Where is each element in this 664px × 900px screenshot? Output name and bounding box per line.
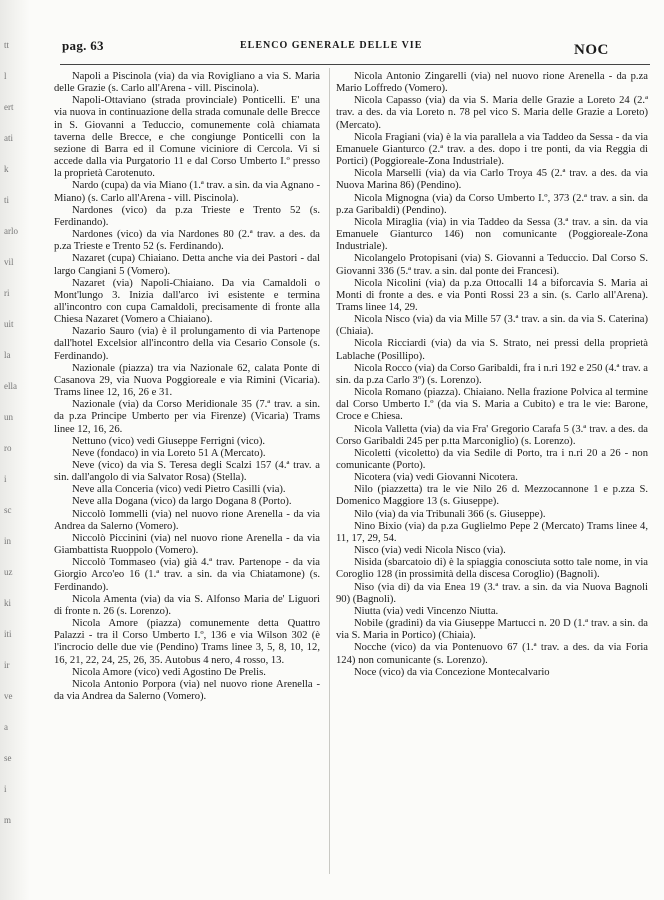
margin-fragment: ve <box>4 691 13 701</box>
street-entry: Nicola Romano (piazza). Chiaiano. Nella frazione Polvica al termine dal Corso Umberto I.º (da via S. Maria a Cubito) e tra le vie: Barone, Croce e Chiesa. <box>336 387 648 423</box>
street-entry: Nicoletti (vicoletto) da via Sedile di Porto, tra i n.ri 20 a 26 - non comunicante (Porto). <box>336 447 648 471</box>
street-entry: Nicola Rocco (via) da Corso Garibaldi, fra i n.ri 192 e 250 (4.ª trav. a sin. da p.za Carlo 3º) (s. Lorenzo). <box>336 362 648 386</box>
margin-fragment: ro <box>4 443 12 453</box>
street-entry: Nicolangelo Protopisani (via) S. Giovanni a Teduccio. Dal Corso S. Giovanni 336 (5.ª trav. a sin. dal ponte dei Francesi). <box>336 253 648 277</box>
street-entry: Nobile (gradini) da via Giuseppe Martucci n. 20 D (1.ª trav. a sin. da via S. Maria in Portico) (Chiaia). <box>336 618 648 642</box>
street-entry: Niccolò Tommaseo (via) già 4.ª trav. Partenope - da via Giorgio Arco'eo 16 (1.ª trav. a sin. da via Chiatamone) (s. Ferdinando). <box>54 557 320 593</box>
street-entry: Nicola Capasso (via) da via S. Maria delle Grazie a Loreto 24 (2.ª trav. a des. da via Loreto n. 78 pel vico S. Maria delle Grazie a Loreto) (Mercato). <box>336 95 648 131</box>
street-entry: Nicola Fragiani (via) è la via parallela a via Taddeo da Sessa - da via Emanuele Gianturco (2.ª trav. a des. dopo i tre ponti, da via Reggia di Portici) (Poggioreale-Zona Industriale). <box>336 131 648 168</box>
street-entry: Nicola Marselli (via) da via Carlo Troya 45 (2.ª trav. a des. da via Nuova Marina 86) (Pendino). <box>336 168 648 192</box>
street-entry: Nazionale (via) da Corso Meridionale 35 (7.ª trav. a sin. da p.za Principe Umberto per via Firenze) (Vicaria) Trams linee 12, 16, 26. <box>54 399 320 435</box>
page-title: ELENCO GENERALE DELLE VIE <box>240 40 423 51</box>
street-entry: Nilo (via) da via Tribunali 366 (s. Giuseppe). <box>354 508 546 520</box>
street-entry: Nicola Miraglia (via) in via Taddeo da Sessa (3.ª trav. a sin. da via Emanuele Gianturco 146) non comunicante (Poggioreale-Zona Industriale). <box>336 216 648 253</box>
street-entry: Nilo (piazzetta) tra le vie Nilo 26 d. Mezzocannone 1 e p.zza S. Domenico Maggiore 13 (s. Giuseppe). <box>336 484 648 508</box>
margin-fragment: arlo <box>4 226 18 236</box>
page-header <box>40 38 652 64</box>
margin-fragment: ki <box>4 598 12 608</box>
street-entry: Neve alla Dogana (vico) da largo Dogana 8 (Porto). <box>72 496 292 508</box>
margin-fragment: ert <box>4 102 14 112</box>
street-entry: Nazaret (via) Napoli-Chiaiano. Da via Camaldoli o Mont'lungo 3. Inizia dall'arco ivi esistente e termina all'incontro con cupa Camaldoli, precisamente di fronte alla Chiesa Nazaret (Vomero a Chiaiano). <box>54 277 320 326</box>
street-entry: Neve (fondaco) in via Loreto 51 A (Mercato). <box>72 447 266 459</box>
street-entry: Nisida (sbarcatoio di) è la spiaggia conosciuta sotto tale nome, in via Coroglio 128 (in prossimità della discesa Coroglio) (Bagnoli). <box>336 557 648 581</box>
margin-fragment: sc <box>4 505 12 515</box>
margin-fragment: m <box>4 815 12 825</box>
margin-fragment: ati <box>4 133 13 143</box>
street-entry: Nisco (via) vedi Nicola Nisco (via). <box>354 545 506 557</box>
margin-fragment: k <box>4 164 9 174</box>
street-entry: Nino Bixio (via) da p.za Guglielmo Pepe 2 (Mercato) Trams linee 4, 11, 17, 29, 54. <box>336 520 648 544</box>
margin-fragment: uit <box>4 319 14 329</box>
street-entry: Nicola Nicolini (via) da p.za Ottocalli 14 a biforcavia S. Maria ai Monti di fronte a des. e via Ponti Rossi 23 a sin. (s. Carlo all'Arena). Trams linee 14, 29. <box>336 277 648 313</box>
margin-fragment: un <box>4 412 13 422</box>
street-entry: Nardones (vico) da via Nardones 80 (2.ª trav. a des. da p.za Trieste e Trento 52 (s. Ferdinando). <box>54 229 320 253</box>
street-entry: Niccolò Iommelli (via) nel nuovo rione Arenella - da via Andrea da Salerno (Vomero). <box>54 508 320 532</box>
page-number: pag. 63 <box>62 38 104 53</box>
street-entry: Nardones (vico) da p.za Trieste e Trento 52 (s. Ferdinando). <box>54 204 320 228</box>
column-divider <box>329 68 330 874</box>
margin-fragment: ti <box>4 195 10 205</box>
street-entry: Nicola Valletta (via) da via Fra' Gregorio Carafa 5 (3.ª trav. a des. da Corso Garibaldi 245 per p.tta Marconiglio) (s. Lorenzo). <box>336 423 648 447</box>
street-entry: Nicola Mignogna (via) da Corso Umberto I.º, 373 (2.ª trav. a sin. da p.za Garibaldi) (Pendino). <box>336 192 648 216</box>
margin-fragment: l <box>4 71 7 81</box>
street-entry: Nicola Amore (piazza) comunemente detta Quattro Palazzi - tra il Corso Umberto I.º, 136 e via Wilson 302 (è l'incrocio delle due vie (Pendino) Trams linee 3, 5, 8, 10, 12, 16, 21, 22, 24, 25, 26, 35. Autobus 4 nero, 4 rosso, 13. <box>54 618 320 666</box>
street-entry: Nicola Amenta (via) da via S. Alfonso Maria de' Liguori di fronte n. 26 (s. Lorenzo). <box>54 593 320 617</box>
street-entry: Neve alla Conceria (vico) vedi Pietro Casilli (via). <box>72 484 286 496</box>
street-entry: Niutta (via) vedi Vincenzo Niutta. <box>354 605 499 617</box>
section-label: NOC <box>574 42 609 58</box>
margin-fragment: iti <box>4 629 12 639</box>
street-entry: Nocche (vico) da via Pontenuovo 67 (1.ª trav. a des. da via Foria 124) non comunicante (s. Lorenzo). <box>336 642 648 666</box>
street-entry: Nicola Ricciardi (via) da via S. Strato, nei pressi della proprietà Lablache (Posillipo). <box>336 338 648 362</box>
header-rule <box>60 64 650 65</box>
margin-fragment: uz <box>4 567 13 577</box>
left-column <box>54 71 320 883</box>
margin-fragment: i <box>4 474 7 484</box>
margin-fragment: se <box>4 753 12 763</box>
street-entry: Noce (vico) da via Concezione Montecalvario <box>354 666 550 678</box>
street-entry: Nicola Amore (vico) vedi Agostino De Prelis. <box>72 666 266 678</box>
margin-fragment: a <box>4 722 8 732</box>
street-entry: Nazario Sauro (via) è il prolungamento di via Partenope dall'hotel Excelsior all'incontro della via Cesario Console (s. Ferdinando). <box>54 326 320 362</box>
margin-fragment: tt <box>4 40 10 50</box>
street-entry: Nicotera (via) vedi Giovanni Nicotera. <box>354 472 518 484</box>
street-entry: Nardo (cupa) da via Miano (1.ª trav. a sin. da via Agnano - Miano) (s. Carlo all'Arena - vill. Piscinola). <box>54 180 320 204</box>
street-entry: Nazionale (piazza) tra via Nazionale 62, calata Ponte di Casanova 29, via Nuova Poggioreale e via Rimini (Vicaria). Trams linee 12, 16, 26 e 31. <box>54 362 320 399</box>
street-entry: Napoli-Ottaviano (strada provinciale) Ponticelli. E' una via nuova in continuazione della strada comunale delle Brecce in S. Giovanni a Teduccio, comunemente colà chiamata taverna delle Brecce, e che congiunge Ponticelli con la sezione di Barra ed il Comune viciniore di Cercola. Vi si accede dalla via Purgatorio 11 e dal Corso Umberto I.º presso la proprietà Carotenuto. <box>54 95 320 180</box>
margin-fragment: in <box>4 536 12 546</box>
street-entry: Niso (via di) da via Enea 19 (3.ª trav. a sin. da via Nuova Bagnoli 90) (Bagnoli). <box>336 581 648 605</box>
street-entry: Nettuno (vico) vedi Giuseppe Ferrigni (vico). <box>72 435 265 447</box>
street-entry: Nicola Antonio Porpora (via) nel nuovo rione Arenella - da via Andrea da Salerno (Vomero). <box>54 678 320 702</box>
margin-fragment: ella <box>4 381 17 391</box>
margin-fragment: ir <box>4 660 10 670</box>
street-entry: Niccolò Piccinini (via) nel nuovo rione Arenella - da via Giambattista Ruoppolo (Vomero). <box>54 532 320 557</box>
margin-fragment: vil <box>4 257 14 267</box>
margin-fragment: i <box>4 784 7 794</box>
street-entry: Neve (vico) da via S. Teresa degli Scalzi 157 (4.ª trav. a sin. dall'angolo di via Salvator Rosa) (Stella). <box>54 460 320 484</box>
street-entry: Nicola Antonio Zingarelli (via) nel nuovo rione Arenella - da p.za Mario Loffredo (Vomero). <box>336 71 648 95</box>
right-column <box>336 71 648 883</box>
margin-fragment: la <box>4 350 11 360</box>
margin-fragment: ri <box>4 288 10 298</box>
street-entry: Napoli a Piscinola (via) da via Roviglianо a via S. Maria delle Grazie (s. Carlo all'Arena - vill. Piscinola). <box>54 71 320 95</box>
street-entry: Nazaret (cupa) Chiaiano. Detta anche via dei Pastori - dal largo Cangiani 5 (Vomero). <box>54 253 320 277</box>
street-entry: Nicola Nisco (via) da via Mille 57 (3.ª trav. a sin. da via S. Caterina) (Chiaia). <box>336 314 648 338</box>
